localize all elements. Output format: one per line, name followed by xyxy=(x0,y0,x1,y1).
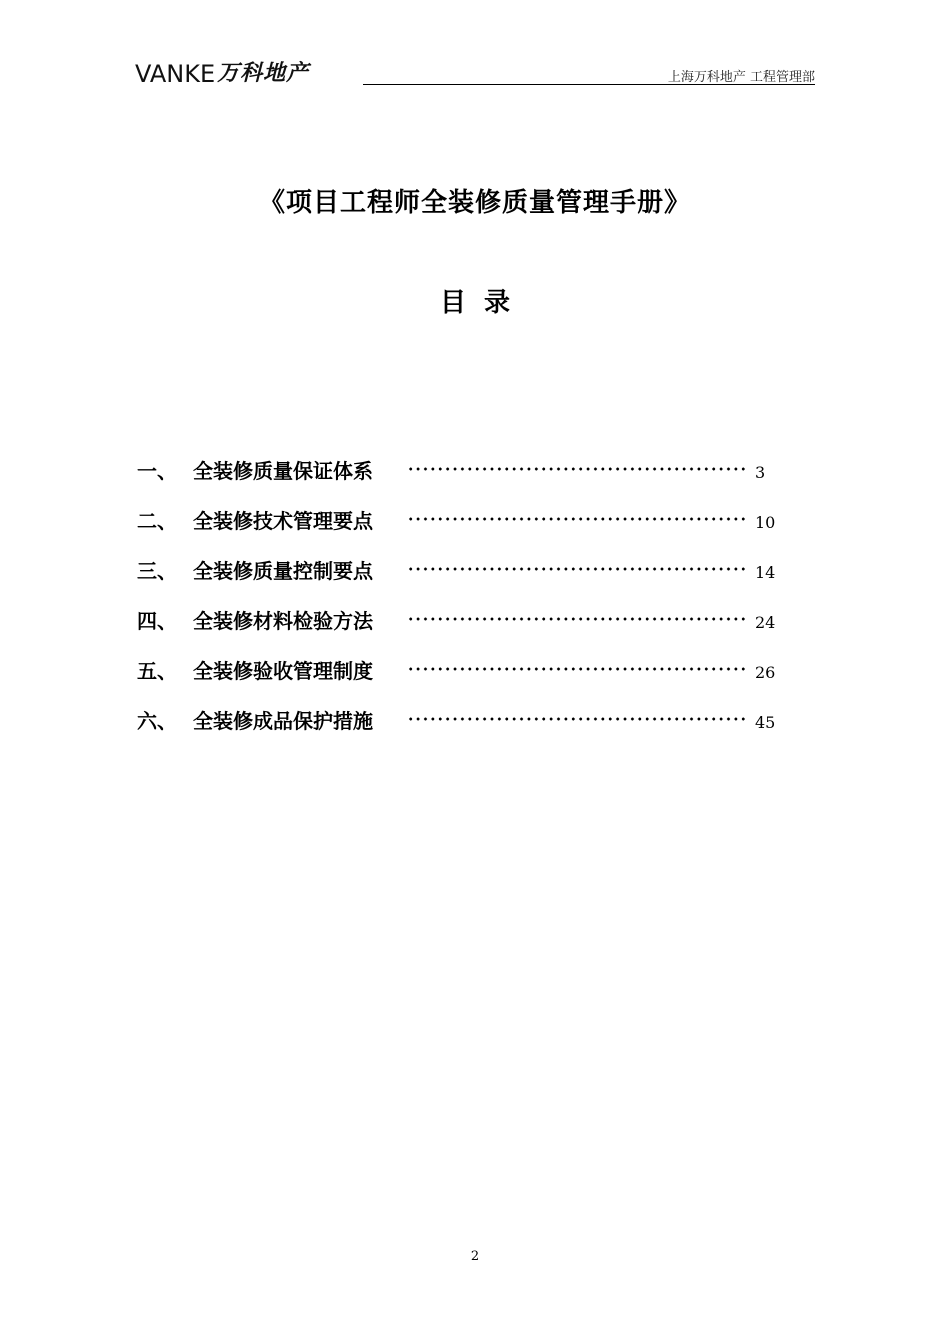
toc-entry-number: 五、 xyxy=(137,658,177,683)
toc-heading: 目 录 xyxy=(439,288,511,318)
toc-entry-label: 全装修质量保证体系 xyxy=(193,458,373,483)
document-title: 《项目工程师全装修质量管理手册》 xyxy=(258,188,691,218)
toc-entry-page: 26 xyxy=(755,662,776,682)
toc-entry[interactable] xyxy=(137,494,777,544)
table-of-contents xyxy=(137,444,777,744)
toc-entry-number: 四、 xyxy=(137,608,177,633)
toc-entry-page: 10 xyxy=(755,512,776,532)
logo-english: VANKE xyxy=(135,60,216,88)
toc-entry-number: 三、 xyxy=(137,558,177,583)
vanke-logo xyxy=(135,60,309,86)
toc-leader-dots xyxy=(407,467,747,471)
toc-entry-page: 24 xyxy=(755,612,776,632)
toc-entry[interactable] xyxy=(137,544,777,594)
toc-entry-number: 二、 xyxy=(137,508,177,533)
logo-chinese: 万科地产 xyxy=(217,61,310,86)
toc-entry[interactable] xyxy=(137,644,777,694)
toc-leader-dots xyxy=(407,667,747,671)
toc-entry-label: 全装修技术管理要点 xyxy=(193,508,373,533)
toc-entry-label: 全装修成品保护措施 xyxy=(193,708,373,733)
toc-entry-number: 一、 xyxy=(137,458,177,483)
toc-entry-label: 全装修材料检验方法 xyxy=(193,608,373,633)
toc-entry[interactable] xyxy=(137,444,777,494)
toc-leader-dots xyxy=(407,617,747,621)
toc-entry[interactable] xyxy=(137,594,777,644)
header-department: 上海万科地产 工程管理部 xyxy=(667,70,815,85)
toc-leader-dots xyxy=(407,567,747,571)
toc-entry-page: 45 xyxy=(755,712,776,732)
toc-entry-number: 六、 xyxy=(137,708,177,733)
toc-entry-page: 3 xyxy=(755,462,766,482)
toc-entry-label: 全装修质量控制要点 xyxy=(193,558,373,583)
toc-entry-label: 全装修验收管理制度 xyxy=(193,658,373,683)
toc-leader-dots xyxy=(407,517,747,521)
page-number: 2 xyxy=(470,1249,480,1264)
page-header xyxy=(135,58,815,88)
toc-entry[interactable] xyxy=(137,694,777,744)
toc-leader-dots xyxy=(407,717,747,721)
toc-entry-page: 14 xyxy=(755,562,776,582)
